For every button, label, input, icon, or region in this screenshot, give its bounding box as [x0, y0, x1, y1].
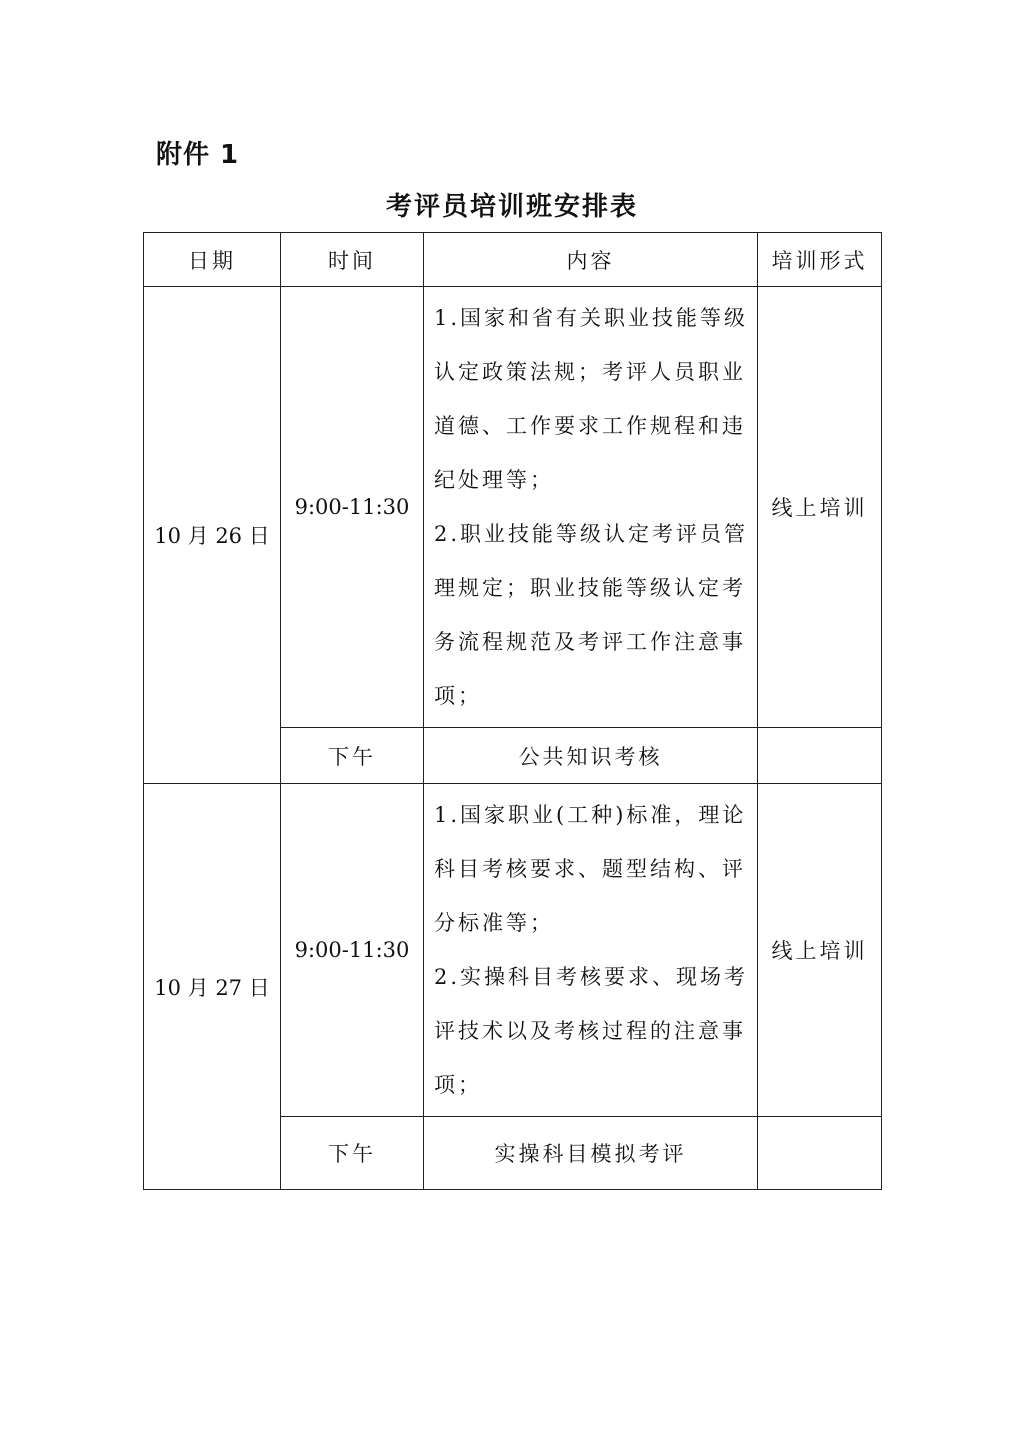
header-content: 内容 [424, 233, 758, 287]
format-cell: 线上培训 [758, 287, 882, 728]
header-time: 时间 [281, 233, 424, 287]
attachment-label: 附件 1 [156, 140, 240, 170]
content-cell [424, 287, 758, 728]
table-row [144, 287, 882, 728]
content-item: 1.国家职业(工种)标准，理论科目考核要求、题型结构、评分标准等； [434, 803, 747, 935]
time-cell: 9:00-11:30 [281, 784, 424, 1117]
content-cell: 公共知识考核 [424, 728, 758, 784]
content-cell: 实操科目模拟考评 [424, 1117, 758, 1190]
format-cell [758, 728, 882, 784]
format-cell: 线上培训 [758, 784, 882, 1117]
time-cell: 下午 [281, 1117, 424, 1190]
date-cell: 10 月 27 日 [144, 784, 281, 1190]
table-header-row [144, 233, 882, 287]
table-row [144, 784, 882, 1117]
content-item: 2.实操科目考核要求、现场考评技术以及考核过程的注意事项； [434, 965, 749, 1097]
content-cell [424, 784, 758, 1117]
time-cell: 9:00-11:30 [281, 287, 424, 728]
date-cell: 10 月 26 日 [144, 287, 281, 784]
content-item: 2.职业技能等级认定考评员管理规定；职业技能等级认定考务流程规范及考评工作注意事项； [434, 522, 749, 708]
time-cell: 下午 [281, 728, 424, 784]
format-cell [758, 1117, 882, 1190]
content-item: 1.国家和省有关职业技能等级认定政策法规；考评人员职业道德、工作要求工作规程和违纪处理等； [434, 306, 749, 492]
header-format: 培训形式 [758, 233, 882, 287]
page-title: 考评员培训班安排表 [385, 192, 638, 222]
header-date: 日期 [144, 233, 281, 287]
schedule-table [143, 232, 882, 1190]
